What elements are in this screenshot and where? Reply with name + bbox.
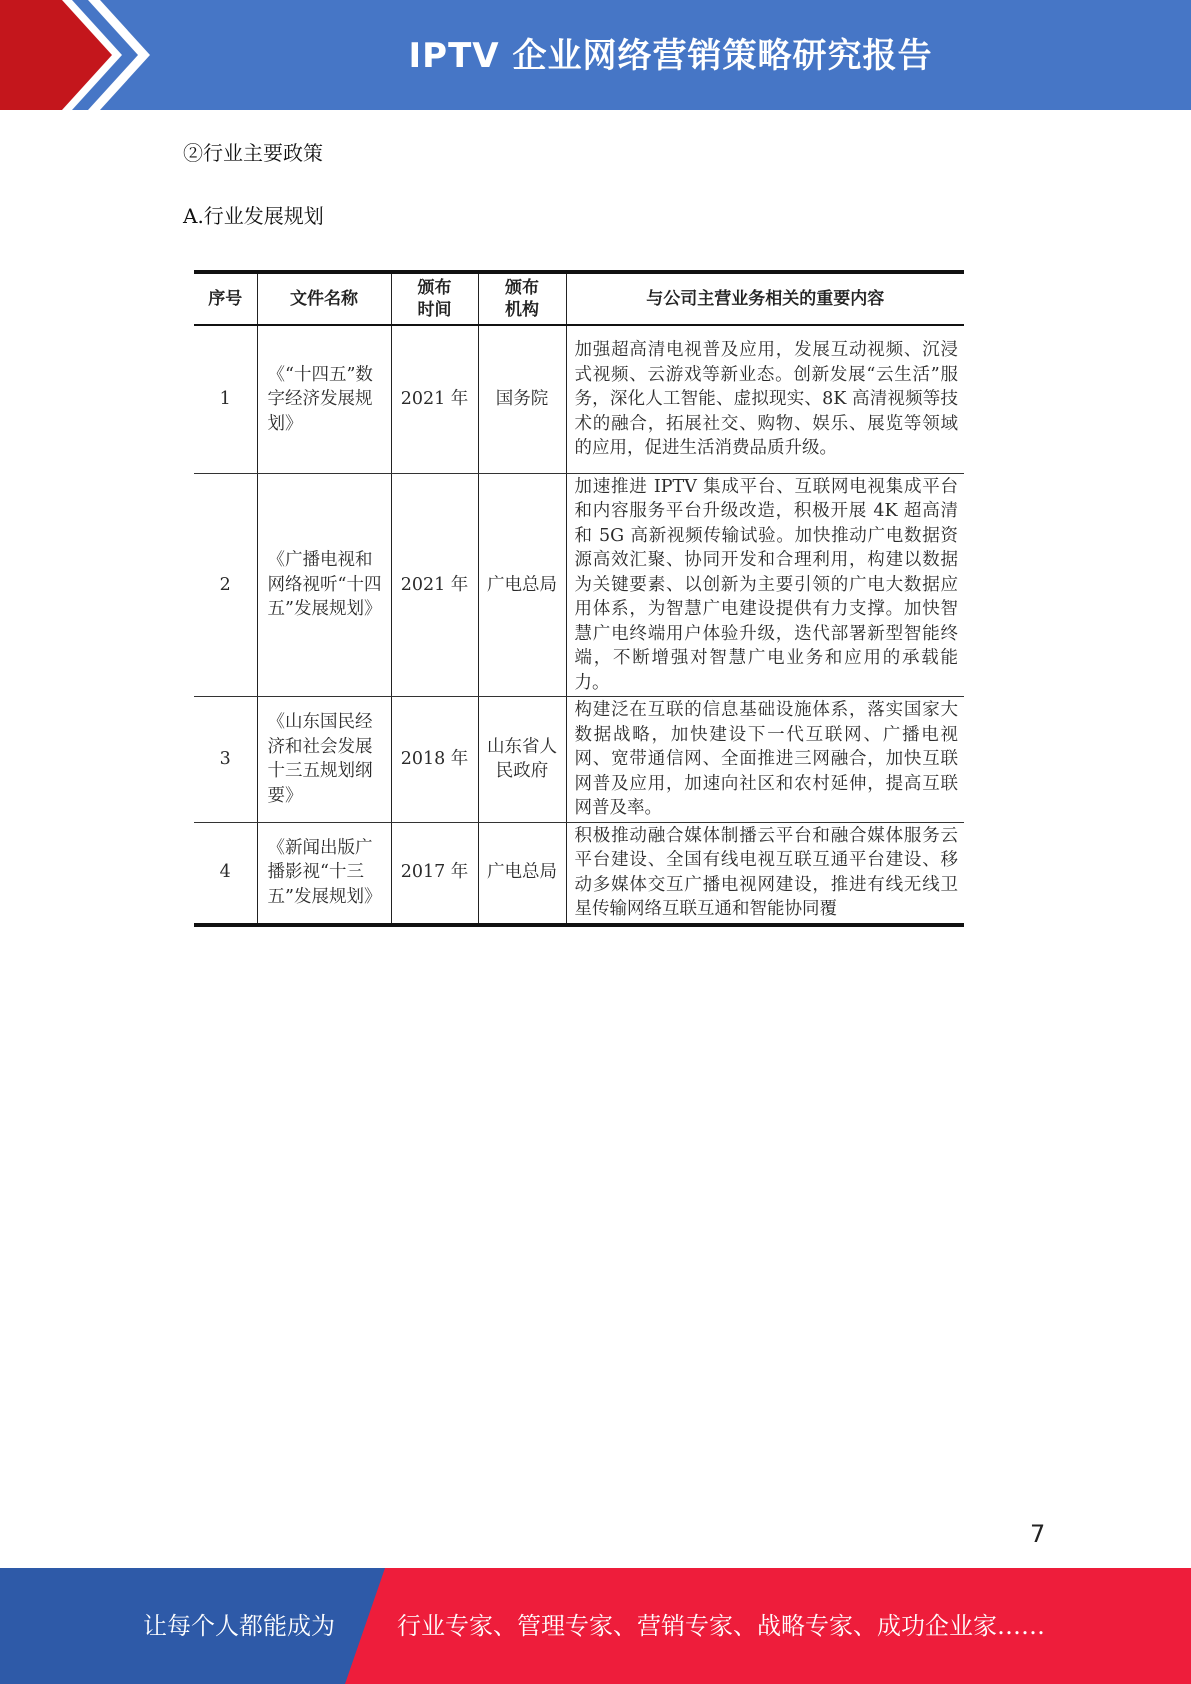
- table-row: [194, 822, 964, 925]
- policy-table: [194, 270, 964, 927]
- header-time-line1: 颁布: [417, 278, 452, 298]
- row-content: 积极推动融合媒体制播云平台和融合媒体服务云平台建设、全国有线电视互联互通平台建设、移动多媒体交互广播电视网建设，推进有线无线卫星传输网络互联互通和智能协同覆: [566, 822, 964, 925]
- row-num: 4: [194, 822, 257, 925]
- page-header: [0, 0, 1191, 110]
- row-content: 加速推进 IPTV 集成平台、互联网电视集成平台和内容服务平台升级改造，积极开展 4K 超高清和 5G 高新视频传输试验。加快推动广电数据资源高效汇聚、协同开发和合理利用，构建以数据为关键要素、以创新为主要引领的广电大数据应用体系，为智慧广电建设提供有力支撑。加快智慧广电终端用户体验升级，迭代部署新型智能终端，不断增强对智慧广电业务和应用的承载能力。: [566, 473, 964, 697]
- footer-slogan-right: 行业专家、管理专家、营销专家、战略专家、成功企业家……: [397, 1612, 1045, 1640]
- header-org-line2: 机构: [505, 300, 539, 320]
- row-org: 国务院: [478, 325, 566, 473]
- row-content: 构建泛在互联的信息基础设施体系，落实国家大数据战略，加快建设下一代互联网、广播电视网、宽带通信网、全面推进三网融合，加快互联网普及应用，加速向社区和农村延伸，提高互联网普及率。: [566, 697, 964, 823]
- header-time: [391, 272, 478, 325]
- report-title: IPTV 企业网络营销策略研究报告: [408, 36, 933, 76]
- row-document: 《“十四五”数字经济发展规划》: [257, 325, 391, 473]
- row-num: 1: [194, 325, 257, 473]
- row-org: 广电总局: [478, 473, 566, 697]
- header-content: 与公司主营业务相关的重要内容: [566, 272, 964, 325]
- row-content: 加强超高清电视普及应用，发展互动视频、沉浸式视频、云游戏等新业态。创新发展“云生活”服务，深化人工智能、虚拟现实、8K 高清视频等技术的融合，拓展社交、购物、娱乐、展览等领域的应用，促进生活消费品质升级。: [566, 325, 964, 473]
- row-time: 2018 年: [391, 697, 478, 823]
- section-heading: ②行业主要政策: [183, 141, 323, 165]
- row-document: 《新闻出版广播影视“十三五”发展规划》: [257, 822, 391, 925]
- row-time: 2021 年: [391, 473, 478, 697]
- page-number: 7: [1030, 1520, 1046, 1548]
- footer-slogan-left: 让每个人都能成为: [143, 1612, 335, 1640]
- table-row: [194, 325, 964, 473]
- header-org: [478, 272, 566, 325]
- sub-heading: A.行业发展规划: [183, 204, 324, 228]
- table-row: [194, 473, 964, 697]
- row-org: 广电总局: [478, 822, 566, 925]
- page-footer: [0, 1568, 1191, 1684]
- table-row: [194, 697, 964, 823]
- header-num: 序号: [194, 272, 257, 325]
- row-num: 2: [194, 473, 257, 697]
- row-time: 2017 年: [391, 822, 478, 925]
- header-time-line2: 时间: [417, 300, 452, 320]
- header-org-line1: 颁布: [505, 278, 539, 298]
- row-num: 3: [194, 697, 257, 823]
- header-doc: 文件名称: [257, 272, 391, 325]
- row-document: 《山东国民经济和社会发展十三五规划纲要》: [257, 697, 391, 823]
- row-document: 《广播电视和网络视听“十四五”发展规划》: [257, 473, 391, 697]
- row-time: 2021 年: [391, 325, 478, 473]
- row-org: 山东省人民政府: [478, 697, 566, 823]
- table-header-row: [194, 272, 964, 325]
